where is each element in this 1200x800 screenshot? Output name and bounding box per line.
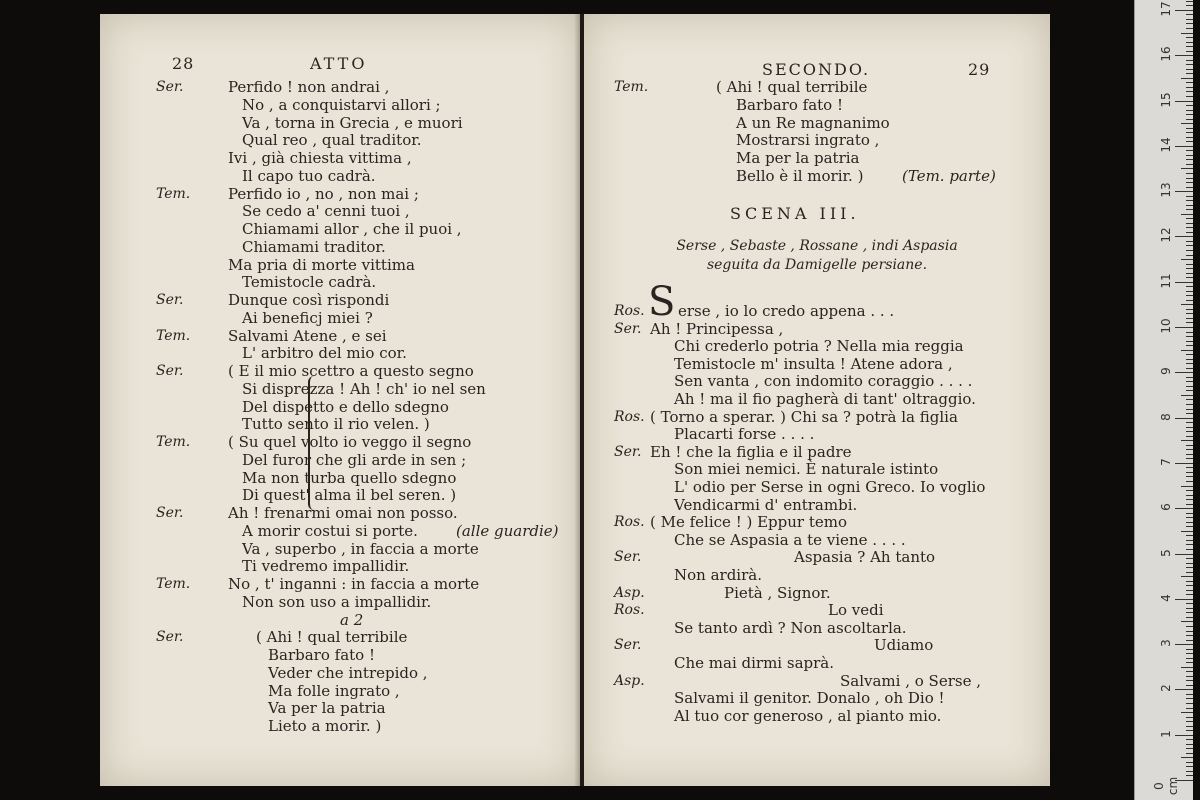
ruler-tick (1186, 386, 1193, 387)
verse-line: Chiamami allor , che il puoi , (242, 220, 462, 238)
speaker-label: Ser. (614, 443, 642, 460)
verse-line: ( Torno a sperar. ) Chi sa ? potrà la figlia (650, 407, 958, 426)
verse-line: Udiamo (874, 636, 934, 655)
stage-direction: (Tem. parte) (902, 166, 996, 185)
verse-line: erse , io lo credo appena . . . (678, 302, 895, 320)
verse-line: Salvami il genitor. Donalo , oh Dio ! (674, 689, 945, 708)
ruler-tick (1181, 576, 1193, 577)
verse-line: Che se Aspasia a te viene . . . . (674, 530, 906, 549)
cast-line-1: Serse , Sebaste , Rossane , indi Aspasia (676, 238, 958, 254)
ruler-tick (1186, 617, 1193, 618)
cast-line-2: seguita da Damigelle persiane. (706, 257, 928, 273)
ruler-tick (1181, 259, 1193, 260)
ruler-tick (1186, 748, 1193, 749)
ruler-tick (1186, 517, 1193, 518)
speaker-label: Ros. (614, 303, 645, 319)
ruler-tick (1186, 390, 1193, 391)
ruler-label: 9 (1159, 367, 1173, 376)
verse-line: Temistocle m' insulta ! Atene adora , (674, 354, 953, 373)
ruler-tick (1186, 332, 1193, 333)
ruler-tick (1181, 33, 1193, 34)
verse-line: Ma non turba quello sdegno (242, 468, 457, 487)
ruler-tick (1175, 327, 1193, 328)
ruler-tick (1181, 757, 1193, 758)
ruler-tick (1186, 227, 1193, 228)
ruler-tick (1186, 431, 1193, 432)
ruler-tick (1186, 313, 1193, 314)
ruler-tick (1186, 694, 1193, 695)
right-page (584, 14, 1050, 786)
ruler-label: 15 (1159, 91, 1173, 108)
verse-line: Non son uso a impallidir. (242, 592, 432, 611)
ruler-label: 7 (1159, 458, 1173, 466)
ruler-tick (1186, 196, 1193, 197)
ruler-tick (1186, 91, 1193, 92)
verse-line: ( Ahi ! qual terribile (256, 628, 408, 647)
ruler-tick (1186, 336, 1193, 337)
ruler-label: 14 (1159, 137, 1173, 153)
speaker-label: Ser. (614, 549, 642, 566)
ruler-tick (1175, 735, 1193, 736)
ruler-tick (1186, 739, 1193, 740)
ruler-tick (1186, 449, 1193, 450)
ruler-label: 17 (1159, 1, 1173, 17)
ruler-tick (1186, 404, 1193, 405)
ruler-tick (1186, 241, 1193, 242)
verse-line: Ah ! Principessa , (650, 319, 784, 338)
verse-line: Ma pria di morte vittima (228, 255, 415, 274)
ruler-tick (1186, 753, 1193, 754)
speaker-label: Asp. (614, 584, 645, 601)
ruler-tick (1186, 105, 1193, 106)
ruler-label: 16 (1159, 46, 1173, 62)
verse-line: ( Su quel volto io veggo il segno (228, 433, 472, 451)
drop-cap: S (648, 279, 676, 325)
verse-line: Al tuo cor generoso , al pianto mio. (674, 706, 942, 725)
ruler-tick (1186, 671, 1193, 672)
ruler-tick (1186, 708, 1193, 709)
ruler-tick (1181, 350, 1193, 351)
speaker-label: Tem. (614, 79, 649, 95)
measuring-ruler (1134, 0, 1193, 800)
ruler-tick (1186, 300, 1193, 301)
verse-line: Mostrarsi ingrato , (736, 131, 880, 150)
ruler-tick (1175, 372, 1193, 373)
ruler-tick (1186, 322, 1193, 323)
ruler-tick (1186, 640, 1193, 641)
ruler-tick (1175, 463, 1193, 464)
ruler-tick (1186, 64, 1193, 65)
ruler-tick (1186, 1, 1193, 2)
ruler-tick (1186, 114, 1193, 115)
ruler-tick (1186, 572, 1193, 573)
ruler-tick (1186, 69, 1193, 70)
ruler-tick (1186, 37, 1193, 38)
ruler-tick (1186, 381, 1193, 382)
ruler-tick (1186, 567, 1193, 568)
ruler-tick (1186, 476, 1193, 477)
ruler-tick (1186, 159, 1193, 160)
verse-line: Chi crederlo potria ? Nella mia reggia (674, 337, 964, 356)
scene-title: SCENA III. (730, 204, 860, 223)
ruler-tick (1175, 418, 1193, 419)
left-page-header: ATTO (310, 54, 368, 73)
ruler-tick (1186, 490, 1193, 491)
ruler-tick (1181, 621, 1193, 622)
ruler-tick (1186, 454, 1193, 455)
ruler-tick (1186, 363, 1193, 364)
speaker-label: Tem. (156, 434, 191, 450)
verse-line: Di quest' alma il bel seren. ) (242, 486, 457, 505)
ruler-tick (1186, 413, 1193, 414)
verse-line: Si disprezza ! Ah ! ch' io nel sen (242, 379, 486, 398)
ruler-tick (1186, 544, 1193, 545)
verse-line: A un Re magnanimo (736, 113, 890, 132)
verse-line: Temistocle cadrà. (242, 273, 377, 292)
verse-line: Del furor che gli arde in sen ; (242, 450, 467, 469)
ruler-tick (1186, 603, 1193, 604)
ruler-tick (1175, 644, 1193, 645)
ruler-label: 13 (1159, 182, 1173, 198)
ruler-tick (1186, 187, 1193, 188)
verse-line: Non ardirà. (674, 566, 762, 584)
ruler-tick (1186, 345, 1193, 346)
ruler-tick (1186, 359, 1193, 360)
ruler-tick (1186, 558, 1193, 559)
ruler-tick (1186, 341, 1193, 342)
ruler-tick (1175, 236, 1193, 237)
ruler-label: 6 (1159, 503, 1173, 512)
speaker-label: Ser. (156, 292, 184, 308)
stage-direction: (alle guardie) (456, 521, 559, 540)
ruler-tick (1186, 232, 1193, 233)
right-page-header: SECONDO. (762, 60, 871, 79)
verse-line: Pietà , Signor. (724, 583, 831, 602)
ruler-tick (1186, 703, 1193, 704)
verse-line: Va per la patria (268, 699, 386, 718)
ruler-tick (1186, 277, 1193, 278)
ruler-tick (1186, 295, 1193, 296)
ruler-tick (1186, 309, 1193, 310)
ruler-tick (1186, 245, 1193, 246)
ruler-tick (1175, 191, 1193, 192)
ruler-tick (1186, 581, 1193, 582)
ruler-tick (1186, 472, 1193, 473)
ruler-tick (1186, 286, 1193, 287)
ruler-tick (1186, 771, 1193, 772)
speaker-label: Tem. (156, 327, 191, 344)
ruler-tick (1186, 205, 1193, 206)
ruler-tick (1186, 662, 1193, 663)
speaker-label: Ser. (614, 637, 642, 654)
ruler-tick (1186, 264, 1193, 265)
ruler-tick (1175, 599, 1193, 600)
book-spread (100, 14, 1050, 786)
ruler-tick (1186, 60, 1193, 61)
ruler-tick (1186, 73, 1193, 74)
ruler-tick (1186, 495, 1193, 496)
ruler-tick (1186, 51, 1193, 52)
speaker-label: Ser. (156, 363, 184, 379)
ruler-tick (1186, 5, 1193, 6)
ruler-tick (1181, 712, 1193, 713)
verse-line: No , a conquistarvi allori ; (242, 95, 441, 114)
ruler-tick (1186, 96, 1193, 97)
ruler-tick (1186, 626, 1193, 627)
verse-line: L' odio per Serse in ogni Greco. Io voglio (674, 478, 986, 496)
ruler-tick (1186, 223, 1193, 224)
verse-line: Del dispetto e dello sdegno (242, 397, 449, 416)
ruler-tick (1186, 82, 1193, 83)
ruler-tick (1186, 377, 1193, 378)
verse-line: A morir costui si porte. (242, 521, 418, 540)
ruler-tick (1186, 481, 1193, 482)
ruler-tick (1186, 744, 1193, 745)
ruler-tick (1186, 46, 1193, 47)
ruler-tick (1186, 698, 1193, 699)
ruler-tick (1186, 14, 1193, 15)
ruler-tick (1175, 282, 1193, 283)
verse-line: No , t' inganni : in faccia a morte (228, 575, 480, 593)
speaker-label: Ros. (614, 514, 645, 531)
ruler-tick (1186, 268, 1193, 269)
ruler-tick (1186, 173, 1193, 174)
verse-line: Salvami Atene , e sei (228, 326, 387, 345)
ruler-tick (1186, 608, 1193, 609)
ruler-tick (1181, 123, 1193, 124)
ruler-tick (1186, 119, 1193, 120)
verse-line: Lo vedi (828, 601, 884, 620)
verse-line: ( E il mio scettro a questo segno (228, 362, 474, 380)
speaker-label: Ser. (156, 79, 184, 95)
ruler-label: 11 (1159, 273, 1173, 289)
verse-line: Vendicarmi d' entrambi. (674, 495, 858, 514)
ruler-tick (1186, 726, 1193, 727)
ruler-tick (1186, 422, 1193, 423)
verse-line: Ti vedremo impallidir. (242, 557, 410, 576)
ruler-tick (1186, 590, 1193, 591)
verse-line: Chiamami traditor. (242, 237, 386, 256)
ruler-tick (1186, 399, 1193, 400)
ruler-tick (1186, 164, 1193, 165)
ruler-label: 12 (1159, 227, 1173, 244)
verse-line: Placarti forse . . . . (674, 425, 815, 444)
ruler-tick (1186, 676, 1193, 677)
ruler-tick (1186, 182, 1193, 183)
ruler-tick (1186, 766, 1193, 767)
ruler-tick (1186, 649, 1193, 650)
verse-line: Bello è il morir. ) (736, 166, 864, 185)
verse-line: Barbaro fato ! (268, 646, 375, 664)
verse-line: Aspasia ? Ah tanto (794, 548, 936, 567)
verse-line: Ivi , già chiesta vittima , (228, 149, 412, 167)
ruler-tick (1186, 150, 1193, 151)
ruler-tick (1186, 250, 1193, 251)
ruler-tick (1186, 23, 1193, 24)
speaker-label: Tem. (156, 185, 191, 202)
ruler-tick (1175, 508, 1193, 509)
verse-line: Se tanto ardì ? Non ascoltarla. (674, 618, 907, 637)
ruler-tick (1186, 354, 1193, 355)
ruler-tick (1186, 535, 1193, 536)
verse-line: Salvami , o Serse , (840, 671, 981, 690)
ruler-tick (1186, 585, 1193, 586)
ruler-tick (1186, 499, 1193, 500)
verse-line: Va , torna in Grecia , e muori (242, 113, 463, 132)
ruler-tick (1186, 42, 1193, 43)
ruler-tick (1175, 55, 1193, 56)
ruler-tick (1186, 526, 1193, 527)
ruler-tick (1186, 685, 1193, 686)
speaker-label: Ser. (156, 505, 184, 521)
verse-line: Perfido io , no , non mai ; (228, 184, 419, 203)
ruler-tick (1186, 762, 1193, 763)
verse-line: Ma per la patria (736, 149, 860, 167)
ruler-tick (1186, 128, 1193, 129)
ruler-tick (1186, 513, 1193, 514)
ruler-tick (1181, 395, 1193, 396)
verse-line: Perfido ! non andrai , (228, 78, 390, 96)
ruler-label: 8 (1159, 412, 1173, 421)
ruler-tick (1175, 10, 1193, 11)
ruler-tick (1186, 200, 1193, 201)
ruler-tick (1186, 540, 1193, 541)
verse-line: Il capo tuo cadrà. (242, 166, 376, 185)
ruler-tick (1186, 427, 1193, 428)
verse-line: Che mai dirmi saprà. (674, 654, 834, 672)
ruler-label: 4 (1159, 593, 1173, 602)
ruler-tick (1186, 28, 1193, 29)
ruler-tick (1186, 467, 1193, 468)
ruler-tick (1186, 631, 1193, 632)
ruler-tick (1175, 101, 1193, 102)
verse-line: Ma folle ingrato , (268, 681, 400, 700)
verse-line: Dunque così rispondi (228, 291, 390, 309)
ruler-tick (1181, 78, 1193, 79)
verse-line: Ai beneficj miei ? (242, 308, 373, 327)
ruler-tick (1175, 146, 1193, 147)
verse-line: L' arbitro del mio cor. (242, 344, 407, 363)
ruler-tick (1186, 318, 1193, 319)
ruler-tick (1186, 445, 1193, 446)
ruler-tick (1186, 291, 1193, 292)
ruler-label: 10 (1159, 318, 1173, 334)
ruler-tick (1186, 730, 1193, 731)
ruler-tick (1186, 658, 1193, 659)
verse-line: Lieto a morir. ) (268, 717, 382, 735)
ruler-tick (1181, 531, 1193, 532)
ruler-tick (1186, 137, 1193, 138)
ruler-tick (1186, 368, 1193, 369)
ruler-tick (1181, 440, 1193, 441)
verse-line: Se cedo a' cenni tuoi , (242, 202, 410, 221)
verse-line: Barbaro fato ! (736, 95, 843, 114)
ruler-label: 2 (1159, 684, 1173, 693)
ruler-tick (1175, 554, 1193, 555)
ruler-tick (1186, 563, 1193, 564)
verse-line: a 2 (340, 610, 364, 629)
right-page-number: 29 (968, 60, 991, 79)
verse-line: ( Me felice ! ) Eppur temo (650, 513, 848, 532)
ruler-tick (1175, 689, 1193, 690)
ruler-tick (1181, 214, 1193, 215)
speaker-label: Ros. (614, 408, 645, 425)
ruler-label: 0 cm (1152, 776, 1180, 796)
ruler-tick (1186, 132, 1193, 133)
ruler-tick (1186, 680, 1193, 681)
ruler-tick (1186, 110, 1193, 111)
verse-line: ( Ahi ! qual terribile (716, 78, 868, 96)
ruler-tick (1186, 178, 1193, 179)
ruler-tick (1186, 409, 1193, 410)
ruler-tick (1186, 717, 1193, 718)
ruler-tick (1186, 209, 1193, 210)
verse-line: Sen vanta , con indomito coraggio . . . . (674, 372, 973, 391)
ruler-label: 5 (1159, 548, 1173, 557)
ruler-tick (1186, 612, 1193, 613)
ruler-tick (1186, 594, 1193, 595)
speaker-label: Asp. (614, 672, 645, 689)
ruler-tick (1186, 218, 1193, 219)
ruler-tick (1186, 436, 1193, 437)
verse-line: Qual reo , qual traditor. (242, 131, 422, 150)
ruler-tick (1181, 304, 1193, 305)
ruler-tick (1186, 653, 1193, 654)
ruler-tick (1186, 635, 1193, 636)
ruler-tick (1186, 775, 1193, 776)
ruler-tick (1181, 168, 1193, 169)
verse-line: Va , superbo , in faccia a morte (242, 539, 479, 558)
ruler-tick (1186, 458, 1193, 459)
left-page-number: 28 (172, 54, 195, 73)
verse-line: Veder che intrepido , (268, 663, 428, 682)
ruler-tick (1181, 486, 1193, 487)
speaker-label: Tem. (156, 576, 191, 592)
ruler-tick (1186, 155, 1193, 156)
verse-line: Eh ! che la figlia e il padre (650, 442, 852, 461)
speaker-label: Ros. (614, 602, 645, 619)
ruler-tick (1186, 141, 1193, 142)
ruler-label: 1 (1159, 729, 1173, 738)
speaker-label: Ser. (156, 629, 184, 646)
ruler-tick (1186, 255, 1193, 256)
ruler-tick (1186, 273, 1193, 274)
verse-line: Ah ! ma il fio pagherà di tant' oltraggio. (674, 390, 976, 408)
ruler-tick (1186, 549, 1193, 550)
ruler-tick (1186, 721, 1193, 722)
ruler-label: 3 (1159, 639, 1173, 647)
verse-line: Ah ! frenarmi omai non posso. (228, 504, 458, 522)
ruler-tick (1186, 504, 1193, 505)
ruler-tick (1186, 522, 1193, 523)
aside-brace (308, 376, 320, 510)
verse-line: Tutto sento il rio velen. ) (242, 415, 430, 434)
ruler-tick (1186, 87, 1193, 88)
speaker-label: Ser. (614, 320, 642, 337)
ruler-tick (1186, 19, 1193, 20)
left-page (100, 14, 580, 786)
ruler-tick (1181, 667, 1193, 668)
verse-line: Son miei nemici. È naturale istinto (674, 460, 939, 479)
